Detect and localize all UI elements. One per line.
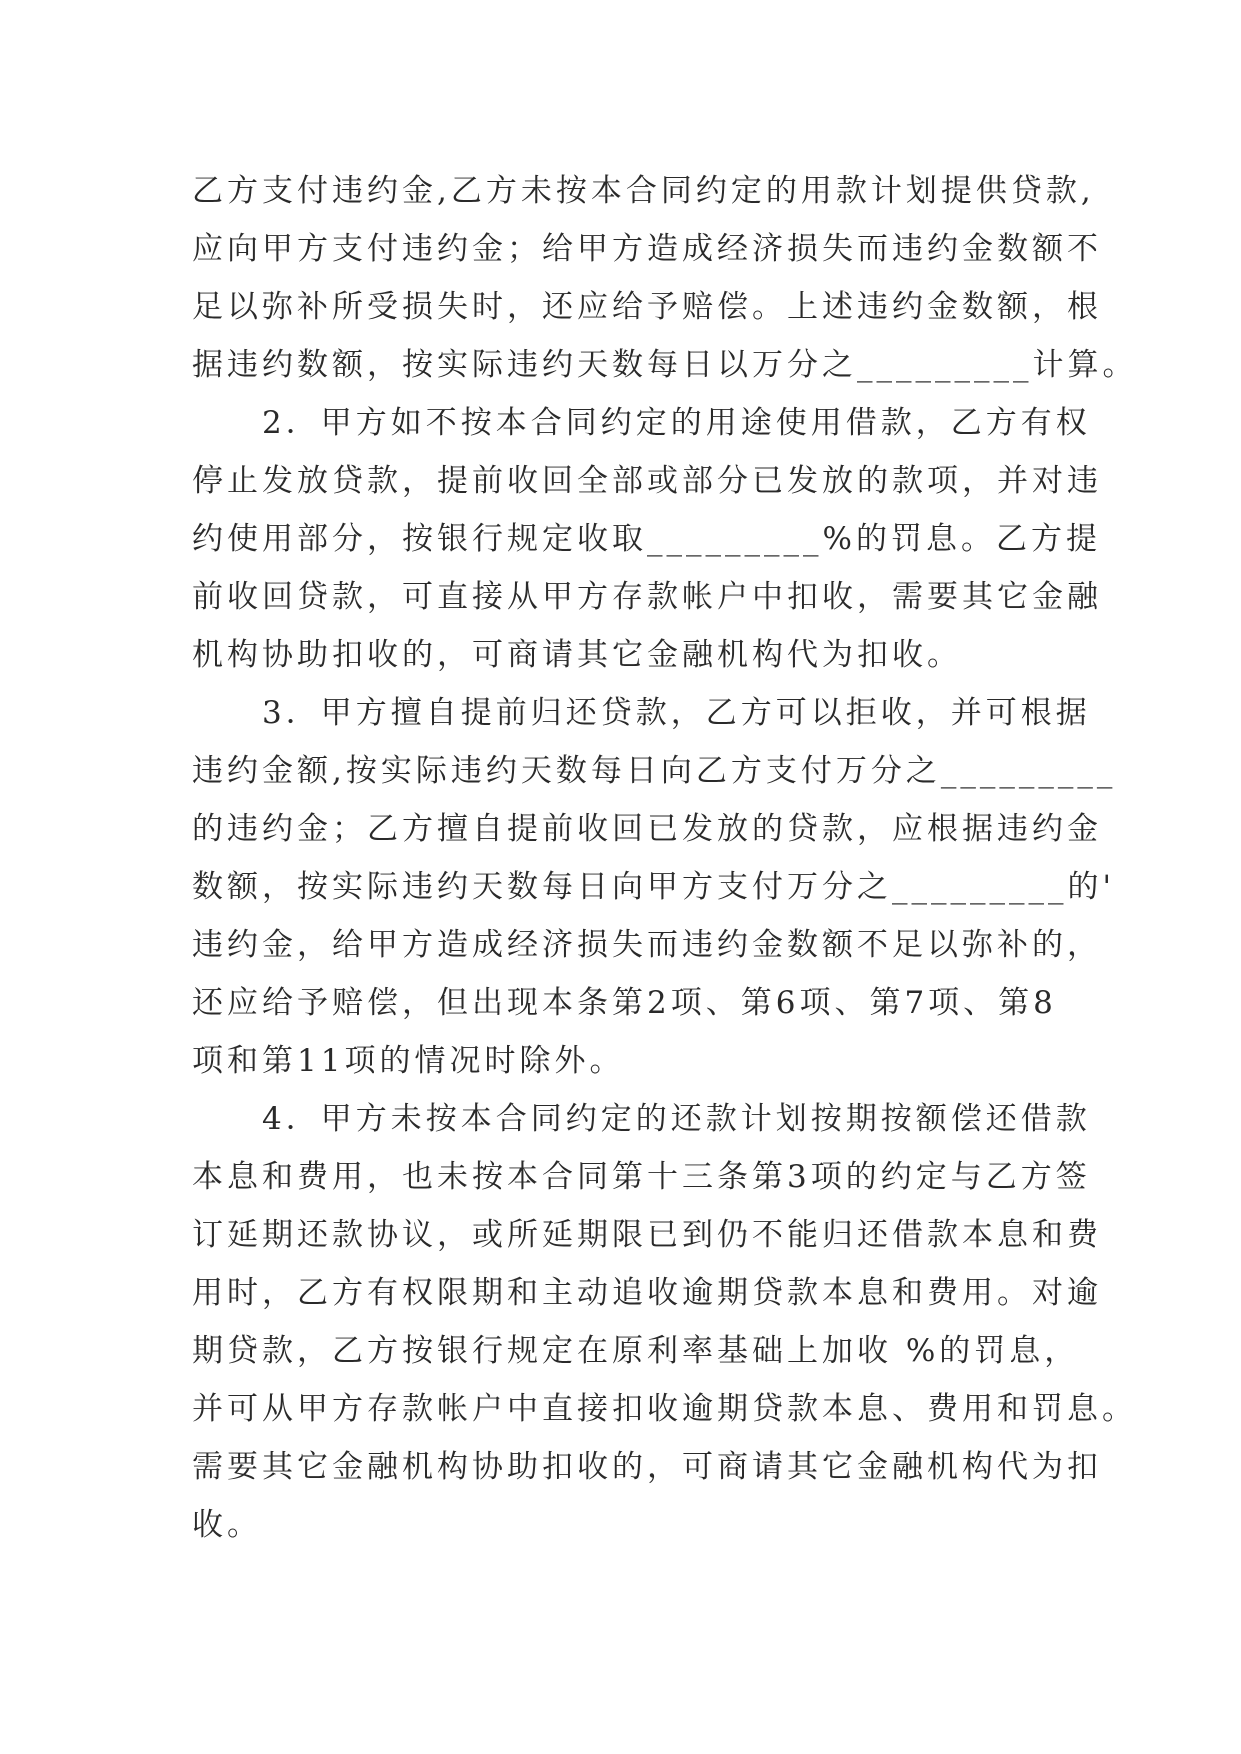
text-line: 用时，乙方有权限期和主动追收逾期贷款本息和费用。对逾 (192, 1275, 1102, 1311)
text-line: 本息和费用，也未按本合同第十三条第3项的约定与乙方签 (192, 1159, 1091, 1195)
text-line: 还应给予赔偿，但出现本条第2项、第6项、第7项、第8 (192, 985, 1057, 1021)
text-line: 3．甲方擅自提前归还贷款，乙方可以拒收，并可根据 (192, 695, 1091, 731)
text-line: 应向甲方支付违约金；给甲方造成经济损失而违约金数额不 (192, 231, 1102, 267)
text-line: 2．甲方如不按本合同约定的用途使用借款，乙方有权 (192, 405, 1091, 441)
contract-text (192, 162, 1138, 1554)
text-line: 机构协助扣收的，可商请其它金融机构代为扣收。 (192, 637, 962, 673)
text-line: 需要其它金融机构协助扣收的，可商请其它金融机构代为扣 (192, 1449, 1102, 1485)
text-line: 违约金，给甲方造成经济损失而违约金数额不足以弥补的， (192, 927, 1102, 963)
text-line: 据违约数额，按实际违约天数每日以万分之_________计算。 (192, 347, 1138, 383)
text-line: 4．甲方未按本合同约定的还款计划按期按额偿还借款 (192, 1101, 1091, 1137)
text-line: 项和第11项的情况时除外。 (192, 1043, 625, 1079)
text-line: 订延期还款协议，或所延期限已到仍不能归还借款本息和费 (192, 1217, 1102, 1253)
text-line: 期贷款，乙方按银行规定在原利率基础上加收 %的罚息， (192, 1333, 1080, 1369)
text-line: 约使用部分，按银行规定收取_________%的罚息。乙方提 (192, 521, 1101, 557)
text-line: 停止发放贷款，提前收回全部或部分已发放的款项，并对违 (192, 463, 1102, 499)
text-line: 违约金额,按实际违约天数每日向乙方支付万分之_________ (192, 753, 1117, 789)
text-line: 数额，按实际违约天数每日向甲方支付万分之_________的' (192, 869, 1116, 905)
text-line: 收。 (192, 1507, 262, 1543)
text-line: 的违约金；乙方擅自提前收回已发放的贷款，应根据违约金 (192, 811, 1102, 847)
text-line: 乙方支付违约金,乙方未按本合同约定的用款计划提供贷款, (192, 173, 1095, 209)
text-line: 并可从甲方存款帐户中直接扣收逾期贷款本息、费用和罚息。 (192, 1391, 1137, 1427)
text-line: 前收回贷款，可直接从甲方存款帐户中扣收，需要其它金融 (192, 579, 1102, 615)
text-line: 足以弥补所受损失时，还应给予赔偿。上述违约金数额，根 (192, 289, 1102, 325)
